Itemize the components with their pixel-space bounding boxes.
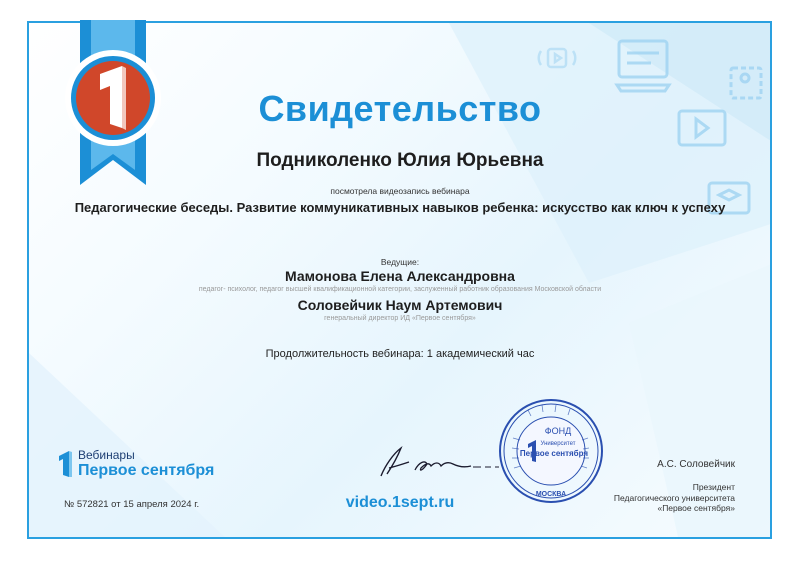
certificate-number-date: № 572821 от 15 апреля 2024 г. bbox=[64, 499, 200, 510]
signer-role-line: Президент bbox=[692, 482, 735, 492]
webinar-duration: Продолжительность вебинара: 1 академический час bbox=[265, 348, 535, 360]
certificate-title: Свидетельство bbox=[258, 88, 542, 129]
stamp-name-text: Первое сентября bbox=[519, 449, 589, 458]
first-september-logo-icon bbox=[58, 450, 74, 478]
recipient-name: Подниколенко Юлия Юрьевна bbox=[256, 150, 544, 171]
webinar-title: Педагогические беседы. Развитие коммуникативных навыков ребенка: искусство как ключ к успеху bbox=[74, 200, 726, 215]
stamp-university-text: Университет bbox=[540, 441, 576, 447]
signer-name: А.С. Соловейчик bbox=[657, 459, 735, 470]
signature-image bbox=[373, 440, 508, 482]
host-description: генеральный директор ИД «Первое сентября» bbox=[324, 315, 476, 322]
signer-role bbox=[570, 482, 735, 514]
watched-text: посмотрела видеозапись вебинара bbox=[330, 186, 470, 196]
hosts-label: Ведущие: bbox=[380, 257, 420, 267]
signer-role-line: «Первое сентября» bbox=[657, 503, 735, 513]
logo-line-2: Первое сентября bbox=[78, 462, 215, 479]
host-description: педагог- психолог, педагог высшей квалификационной категории, заслуженный работник образования Московской области bbox=[198, 286, 602, 293]
website-link[interactable]: video.1sept.ru bbox=[345, 494, 455, 511]
host-name: Соловейчик Наум Артемович bbox=[297, 297, 503, 313]
host-name: Мамонова Елена Александровна bbox=[285, 268, 515, 284]
signer-role-line: Педагогического университета bbox=[613, 492, 735, 503]
logo-line-1: Вебинары bbox=[78, 448, 135, 462]
stamp-city-text: МОСКВА bbox=[535, 491, 567, 498]
stamp-fond-text: ФОНД bbox=[544, 426, 572, 436]
